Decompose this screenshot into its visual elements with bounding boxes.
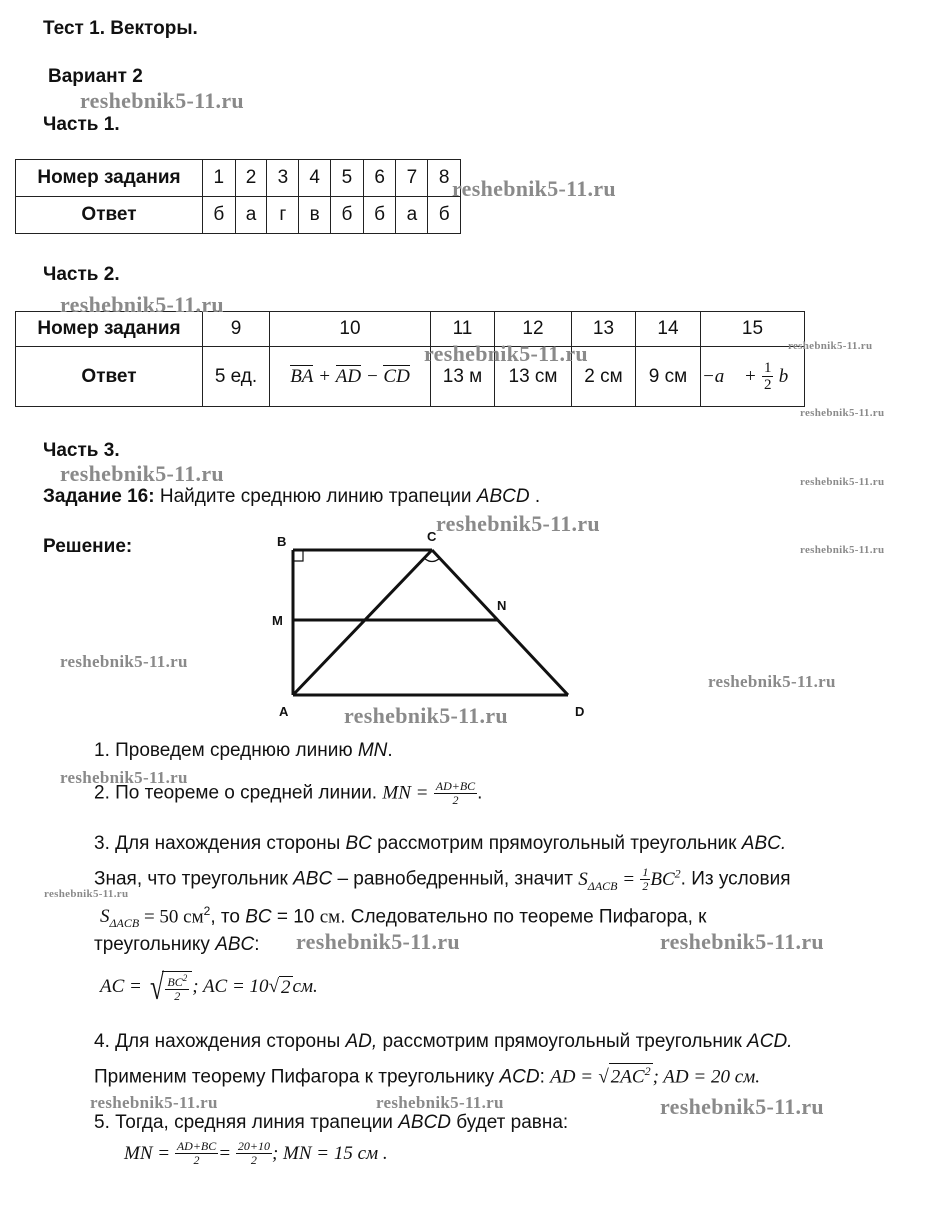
step3l2-text: Зная, что треугольник <box>94 868 294 890</box>
part1-ans-8: б <box>428 197 461 234</box>
step3-text2: рассмотрим прямоугольный треугольник <box>371 833 742 854</box>
step4-text: 4. Для нахождения стороны <box>94 1031 346 1052</box>
watermark: reshebnik5-11.ru <box>660 1094 824 1119</box>
part2-answer-label: Ответ <box>16 347 203 407</box>
step3l3-sub: ΔACB <box>109 916 140 931</box>
page-title: Тест 1. Векторы. <box>43 18 198 39</box>
step3-abc: ABC. <box>741 833 787 854</box>
part1-ans-5: б <box>331 197 364 234</box>
final-den1: 2 <box>193 1153 200 1168</box>
part2-ans-14: 9 см <box>636 347 701 407</box>
step3l3-eq: = 50 см <box>139 906 204 928</box>
label-n: N <box>497 598 507 613</box>
watermark: reshebnik5-11.ru <box>788 340 873 352</box>
step1-mn: MN <box>357 740 388 761</box>
ans15-right: b⃗ <box>778 365 803 387</box>
part1-ans-2: а <box>235 197 267 234</box>
step3l4-text: треугольнику <box>94 934 216 955</box>
vector-cd: CD <box>383 366 410 387</box>
step3l2-sub: ΔACB <box>587 878 618 893</box>
part1-num-8: 8 <box>428 160 461 197</box>
right-angle-c <box>424 558 440 562</box>
step5-abcd: ABCD <box>398 1112 452 1133</box>
label-d: D <box>575 704 585 719</box>
part1-num-7: 7 <box>396 160 428 197</box>
part1-ans-3: г <box>267 197 299 234</box>
task16-text: Найдите среднюю линию трапеции <box>159 486 477 507</box>
watermark: reshebnik5-11.ru <box>90 1093 218 1112</box>
step3l2-bc: BC <box>650 868 675 890</box>
ac-formula <box>100 966 318 1022</box>
ac-den: 2 <box>174 989 181 1003</box>
step-3-line4 <box>94 934 260 956</box>
final-den2: 2 <box>250 1153 257 1168</box>
variant-label: Вариант 2 <box>48 66 143 87</box>
sqrt-icon-2: √ <box>268 976 279 997</box>
side-cd <box>432 550 568 695</box>
part2-ans-12: 13 см <box>495 347 572 407</box>
step-3-line2 <box>94 866 791 894</box>
step5-text2: будет равна: <box>451 1112 569 1133</box>
final-frac1 <box>175 1140 218 1167</box>
part1-heading: Часть 1. <box>43 114 120 135</box>
step4l2-colon: : <box>539 1066 551 1088</box>
step3l2-s: S <box>578 868 588 890</box>
solution-label: Решение: <box>43 536 133 557</box>
watermark: reshebnik5-11.ru <box>60 461 224 486</box>
step3l3-text: , то <box>210 906 246 928</box>
step2-fraction <box>434 780 477 807</box>
ac-num: BC <box>167 974 183 989</box>
step2-den: 2 <box>452 793 459 808</box>
part2-ans-13: 2 см <box>572 347 636 407</box>
part2-table <box>15 311 805 407</box>
step5-text: 5. Тогда, средняя линия трапеции <box>94 1112 399 1133</box>
step1-end: . <box>387 740 393 761</box>
step3-bc: BC <box>345 833 372 854</box>
part1-num-1: 1 <box>203 160 236 197</box>
diagonal-ac <box>293 550 432 695</box>
part1-num-2: 2 <box>235 160 267 197</box>
step4l2-pow: 2 <box>644 1064 651 1078</box>
step3l2-eq: = <box>617 868 636 890</box>
ac-fraction <box>162 971 192 1003</box>
part2-header-label: Номер задания <box>16 312 203 347</box>
step3l3-val: = 10 <box>271 906 320 928</box>
part2-ans-15 <box>701 347 805 407</box>
part2-num-10: 10 <box>270 312 431 347</box>
plus-sign: + <box>318 366 331 387</box>
final-num1: AD+BC <box>176 1139 217 1153</box>
ac-pow: 2 <box>182 972 188 983</box>
ac-root: 2 <box>281 976 291 998</box>
part2-num-13: 13 <box>572 312 636 347</box>
part1-num-6: 6 <box>363 160 396 197</box>
step-1 <box>94 740 393 762</box>
label-c: C <box>427 529 437 544</box>
ac-unit: см. <box>292 976 318 997</box>
step-4-line2 <box>94 1063 760 1088</box>
step4l2-text: Применим теорему Пифагора к треугольнику <box>94 1066 500 1088</box>
step3-text: 3. Для нахождения стороны <box>94 833 346 854</box>
vector-ba: BA <box>290 366 314 387</box>
watermark: reshebnik5-11.ru <box>376 1093 504 1112</box>
step-3-line3 <box>100 904 707 931</box>
part2-num-11: 11 <box>431 312 495 347</box>
step3l3-s: S <box>100 906 110 928</box>
step4-text2: рассмотрим прямоугольный треугольник <box>377 1031 748 1052</box>
step4l2-acd: ACD <box>499 1066 540 1088</box>
watermark: reshebnik5-11.ru <box>424 341 588 366</box>
trapezoid-diagram <box>260 525 600 725</box>
part1-table <box>15 159 461 234</box>
step3l2-pow: 2 <box>674 866 681 881</box>
step3l3-bc: BC <box>245 906 272 928</box>
final-formula <box>124 1140 388 1167</box>
watermark: reshebnik5-11.ru <box>344 703 508 728</box>
task16-name: ABCD <box>476 486 530 507</box>
step3l4-colon: : <box>254 934 260 955</box>
step4-ad: AD, <box>345 1031 378 1052</box>
task16-line <box>43 486 540 508</box>
watermark: reshebnik5-11.ru <box>436 511 600 536</box>
step3l2-text3: . Из условия <box>680 868 791 890</box>
label-a: A <box>279 704 289 719</box>
watermark: reshebnik5-11.ru <box>800 476 885 488</box>
part3-heading: Часть 3. <box>43 440 120 461</box>
watermark: reshebnik5-11.ru <box>80 88 244 113</box>
label-b: B <box>277 534 287 549</box>
part2-ans-9: 5 ед. <box>203 347 270 407</box>
sqrt-icon-3: √ <box>598 1066 609 1088</box>
watermark: reshebnik5-11.ru <box>60 768 188 787</box>
step2-lhs: MN = <box>382 782 429 804</box>
label-m: M <box>272 613 283 628</box>
minus-sign: − <box>365 366 379 387</box>
step-3 <box>94 833 786 855</box>
ans15-fraction <box>762 360 774 394</box>
final-eq: = <box>218 1142 232 1164</box>
step3l4-abc: ABC <box>215 934 255 955</box>
task16-end: . <box>529 486 541 507</box>
step3l2-abc: ABC <box>293 868 333 890</box>
step4l2-result: ; AD = 20 см. <box>652 1066 761 1088</box>
final-frac2 <box>236 1140 272 1167</box>
part2-num-12: 12 <box>495 312 572 347</box>
step3l2-den: 2 <box>642 879 649 894</box>
ans15-num: 1 <box>763 359 772 376</box>
watermark: reshebnik5-11.ru <box>452 176 616 201</box>
ac-lhs: AC = <box>100 976 142 997</box>
step1-text: 1. Проведем среднюю линию <box>94 740 358 761</box>
step2-end: . <box>477 782 483 804</box>
part1-ans-4: в <box>299 197 331 234</box>
ac-mid: ; AC = 10 <box>192 976 269 997</box>
step2-num: AD+BC <box>435 779 476 793</box>
part1-ans-7: а <box>396 197 428 234</box>
watermark: reshebnik5-11.ru <box>44 888 129 900</box>
step4l2-ad: AD = <box>550 1066 594 1088</box>
final-result: ; MN = 15 см . <box>271 1142 388 1164</box>
step3l2-text2: – равнобедренный, значит <box>332 868 579 890</box>
step2-text: 2. По теореме о средней линии. <box>94 782 383 804</box>
vector-ad: AD <box>335 366 362 387</box>
part1-num-3: 3 <box>267 160 299 197</box>
part1-header-label: Номер задания <box>16 160 203 197</box>
part2-num-9: 9 <box>203 312 270 347</box>
part1-num-5: 5 <box>331 160 364 197</box>
task16-label: Задание 16: <box>43 486 155 507</box>
final-lhs: MN = <box>124 1142 171 1164</box>
step-5 <box>94 1112 568 1134</box>
part1-ans-1: б <box>203 197 236 234</box>
step-4 <box>94 1031 792 1053</box>
part2-ans-10 <box>270 347 431 407</box>
ans15-left: −a⃗ + <box>701 365 757 387</box>
step4-acd: ACD. <box>747 1031 793 1052</box>
step3l2-num: 1 <box>642 865 649 879</box>
watermark: reshebnik5-11.ru <box>296 929 460 954</box>
part1-ans-6: б <box>363 197 396 234</box>
watermark: reshebnik5-11.ru <box>800 544 885 556</box>
part2-heading: Часть 2. <box>43 264 120 285</box>
watermark: reshebnik5-11.ru <box>800 407 885 419</box>
part1-num-4: 4 <box>299 160 331 197</box>
part2-ans-11: 13 м <box>431 347 495 407</box>
step3l3-text2: . Следовательно по теореме Пифагора, к <box>340 906 707 928</box>
step3l3-unit: см <box>319 906 341 928</box>
watermark: reshebnik5-11.ru <box>60 292 224 317</box>
step4l2-rad: 2AC <box>610 1066 645 1088</box>
part2-num-15: 15 <box>701 312 805 347</box>
sqrt-icon: √ <box>149 967 164 1007</box>
watermark: reshebnik5-11.ru <box>660 929 824 954</box>
part2-num-14: 14 <box>636 312 701 347</box>
watermark: reshebnik5-11.ru <box>60 652 188 671</box>
final-num2: 20+10 <box>237 1139 270 1153</box>
step3l3-pow: 2 <box>203 904 211 918</box>
part1-answer-label: Ответ <box>16 197 203 234</box>
watermark: reshebnik5-11.ru <box>708 672 836 691</box>
ans15-den: 2 <box>763 377 772 393</box>
step3l2-fraction <box>640 866 650 893</box>
